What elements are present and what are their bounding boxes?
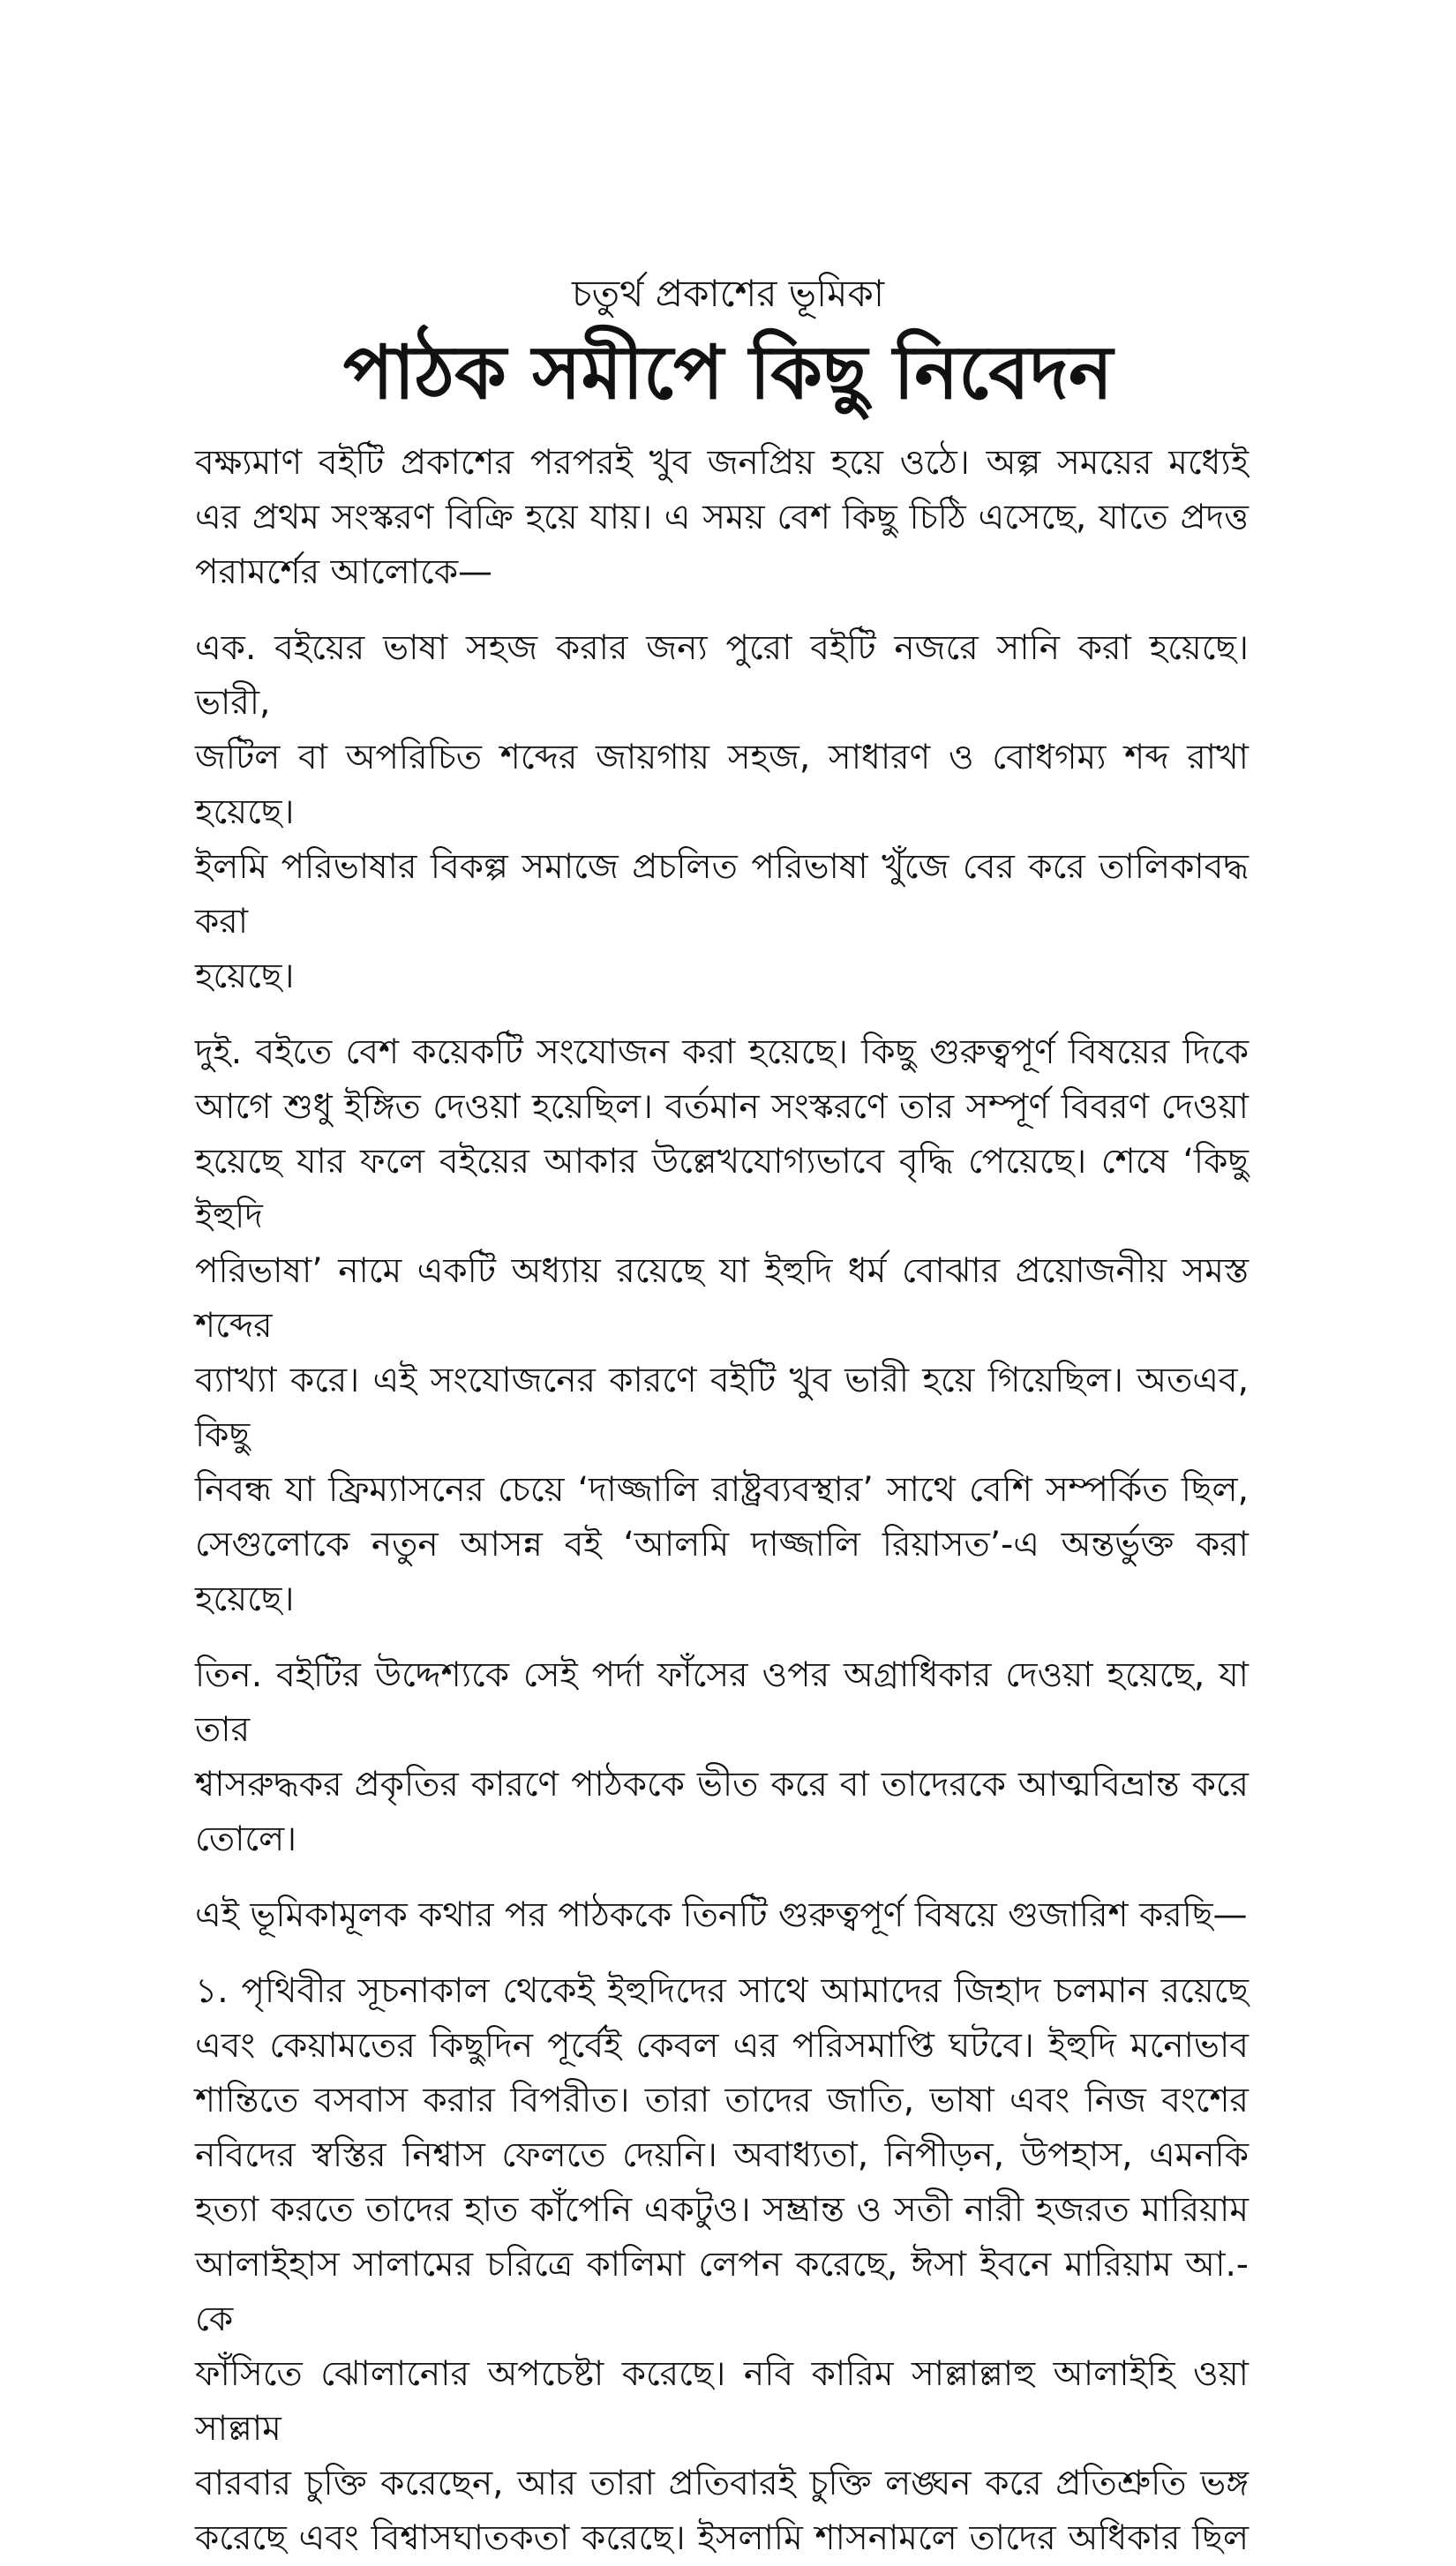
text-line: পরামর্শের আলোকে— (195, 552, 492, 592)
transition-paragraph (195, 1888, 1249, 1943)
text-line: ইলমি পরিভাষার বিকল্প সমাজে প্রচলিত পরিভাষা খুঁজে বের করে তালিকাবদ্ধ করা (195, 847, 1249, 942)
text-line: সেগুলোকে নতুন আসন্ন বই ‘আলমি দাজ্জালি রিয়াসত’-এ অন্তর্ভুক্ত করা হয়েছে। (195, 1525, 1249, 1619)
text-line: পরিভাষা’ নামে একটি অধ্যায় রয়েছে যা ইহুদি ধর্ম বোঝার প্রয়োজনীয় সমস্ত শব্দের (195, 1251, 1249, 1346)
text-line: বক্ষ্যমাণ বইটি প্রকাশের পরপরই খুব জনপ্রিয় হয়ে ওঠে। অল্প সময়ের মধ্যেই (195, 443, 1249, 483)
text-line: জটিল বা অপরিচিত শব্দের জায়গায় সহজ, সাধারণ ও বোধগম্য শব্দ রাখা হয়েছে। (195, 738, 1249, 832)
text-line: নবিদের স্বস্তির নিশ্বাস ফেলতে দেয়নি। অবাধ্যতা, নিপীড়ন, উপহাস, এমনকি (195, 2135, 1249, 2175)
text-line: শ্বাসরুদ্ধকর প্রকৃতির কারণে পাঠককে ভীত করে বা তাদেরকে আত্মবিভ্রান্ত করে (195, 1765, 1249, 1804)
text-line: ১. পৃথিবীর সূচনাকাল থেকেই ইহুদিদের সাথে আমাদের জিহাদ চলমান রয়েছে (195, 1971, 1249, 2011)
text-line: দুই. বইতে বেশ কয়েকটি সংযোজন করা হয়েছে। কিছু গুরুত্বপূর্ণ বিষয়ের দিকে (195, 1032, 1249, 1072)
numbered-point-one-paragraph (195, 1964, 1249, 2566)
text-line: এবং কেয়ামতের কিছুদিন পূর্বেই কেবল এর পরিসমাপ্তি ঘটবে। ইহুদি মনোভাব (195, 2026, 1249, 2066)
text-line: হত্যা করতে তাদের হাত কাঁপেনি একটুও। সম্ভ্রান্ত ও সতী নারী হজরত মারিয়াম (195, 2190, 1249, 2230)
text-line: এক. বইয়ের ভাষা সহজ করার জন্য পুরো বইটি নজরে সানি করা হয়েছে। ভারী, (195, 628, 1249, 723)
point-one-paragraph (195, 621, 1249, 1004)
text-line: আগে শুধু ইঙ্গিত দেওয়া হয়েছিল। বর্তমান সংস্করণে তার সম্পূর্ণ বিবরণ দেওয়া (195, 1087, 1249, 1127)
point-two-paragraph (195, 1025, 1249, 1627)
text-line: করেছে এবং বিশ্বাসঘাতকতা করেছে। ইসলামি শাসনামলে তাদের অধিকার ছিল (195, 2518, 1249, 2558)
text-line: ব্যাখ্যা করে। এই সংযোজনের কারণে বইটি খুব ভারী হয়ে গিয়েছিল। অতএব, কিছু (195, 1361, 1249, 1455)
text-line: শান্তিতে বসবাস করার বিপরীত। তারা তাদের জাতি, ভাষা এবং নিজ বংশের (195, 2081, 1249, 2120)
text-line: বারবার চুক্তি করেছেন, আর তারা প্রতিবারই চুক্তি লঙ্ঘন করে প্রতিশ্রুতি ভঙ্গ (195, 2464, 1249, 2503)
text-line: তিন. বইটির উদ্দেশ্যকে সেই পর্দা ফাঁসের ওপর অগ্রাধিকার দেওয়া হয়েছে, যা তার (195, 1655, 1249, 1750)
point-three-paragraph (195, 1648, 1249, 1867)
text-line: এই ভূমিকামূলক কথার পর পাঠককে তিনটি গুরুত্বপূর্ণ বিষয়ে গুজারিশ করছি— (195, 1895, 1248, 1935)
text-line: নিবন্ধ যা ফ্রিম্যাসনের চেয়ে ‘দাজ্জালি রাষ্ট্রব্যবস্থার’ সাথে বেশি সম্পর্কিত ছিল, (195, 1470, 1249, 1510)
body-text (195, 436, 1249, 2566)
text-line: হয়েছে যার ফলে বইয়ের আকার উল্লেখযোগ্যভাবে বৃদ্ধি পেয়েছে। শেষে ‘কিছু ইহুদি (195, 1142, 1249, 1236)
preface-subtitle: চতুর্থ প্রকাশের ভূমিকা (571, 272, 885, 315)
text-line: ফাঁসিতে ঝোলানোর অপচেষ্টা করেছে। নবি কারিম সাল্লাল্লাহু আলাইহি ওয়া সাল্লাম (195, 2354, 1249, 2449)
text-line: তোলে। (195, 1819, 297, 1859)
page-title: পাঠক সমীপে কিছু নিবেদন (342, 329, 1114, 416)
intro-paragraph (195, 436, 1249, 600)
text-line: এর প্রথম সংস্করণ বিক্রি হয়ে যায়। এ সময় বেশ কিছু চিঠি এসেছে, যাতে প্রদত্ত (195, 498, 1249, 537)
text-line: হয়েছে। (195, 957, 295, 996)
text-line: আলাইহাস সালামের চরিত্রে কালিমা লেপন করেছে, ঈসা ইবনে মারিয়াম আ.-কে (195, 2245, 1249, 2339)
